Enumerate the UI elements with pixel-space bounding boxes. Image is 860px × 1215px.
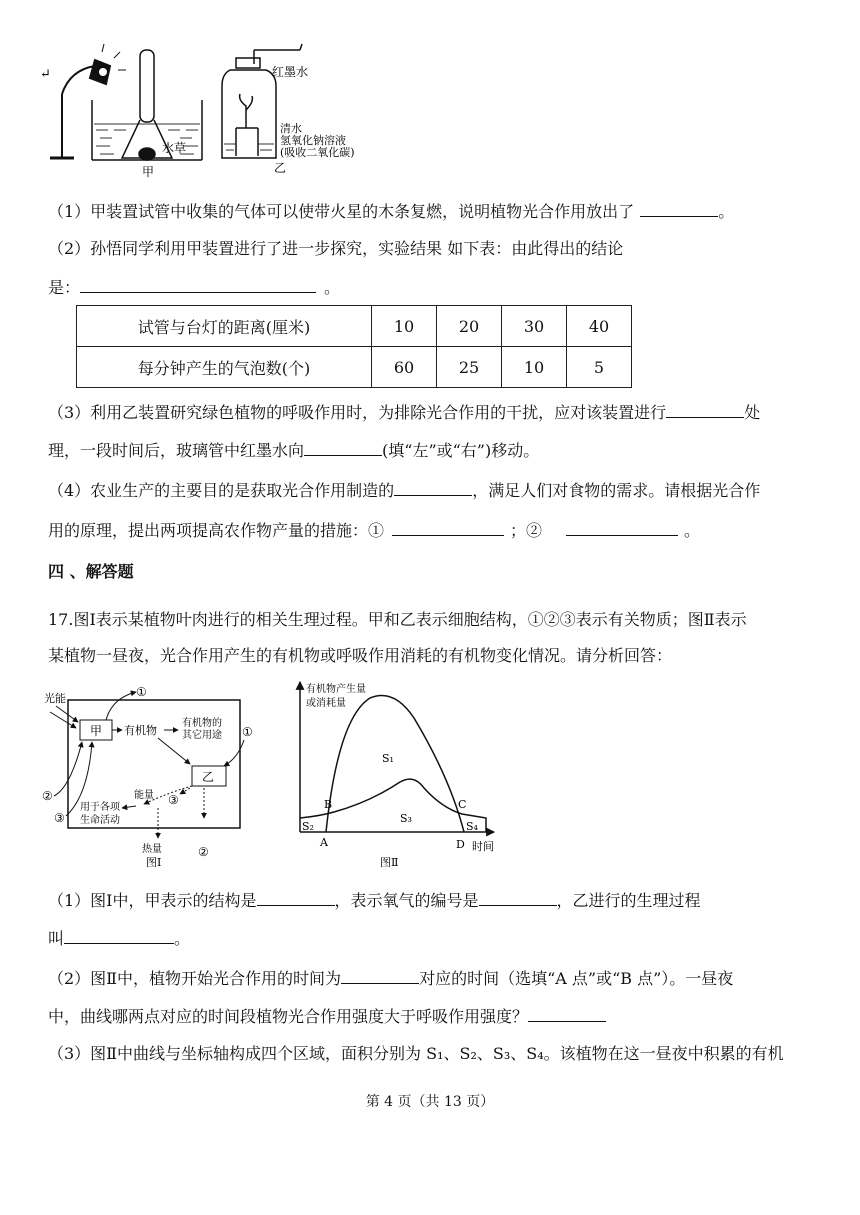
table-cell: 20: [437, 306, 502, 347]
answer-blank[interactable]: [80, 274, 316, 293]
q17-part2b: 中，曲线哪两点对应的时间段植物光合作用强度大于呼吸作用强度？: [48, 1003, 606, 1028]
answer-blank[interactable]: [392, 517, 504, 536]
marker-3: ③: [54, 811, 65, 825]
marker-2b: ②: [198, 845, 209, 859]
answer-blank[interactable]: [479, 887, 557, 906]
area-S3: S₃: [400, 812, 412, 825]
q16-part3b: 理，一段时间后，玻璃管中红墨水向 (填“左”或“右”)移动。: [48, 437, 539, 462]
label-other-use-2: 其它用途: [182, 730, 222, 741]
table-cell: 5: [567, 347, 632, 388]
y-axis-label-1: 有机物产生量: [306, 684, 366, 695]
point-C: C: [458, 798, 467, 811]
label-jia-structure: 甲: [90, 724, 103, 738]
label-heat: 热量: [142, 844, 162, 855]
q17-intro-line1: 17.图Ⅰ表示某植物叶肉进行的相关生理过程。甲和乙表示细胞结构，①②③表示有关物质；图Ⅱ表示: [48, 610, 747, 629]
distance-bubble-table: [76, 305, 632, 388]
answer-blank[interactable]: [528, 1003, 606, 1022]
answer-blank[interactable]: [257, 887, 335, 906]
label-yi-structure: 乙: [202, 770, 215, 784]
q17-part1: （1）图Ⅰ中，甲表示的结构是 ，表示氧气的编号是 ，乙进行的生理过程: [48, 887, 701, 912]
apparatus-figure: [40, 40, 355, 180]
answer-blank[interactable]: [304, 437, 382, 456]
section-heading: 四 、解答题: [48, 562, 134, 581]
table-cell: 25: [437, 347, 502, 388]
table-row: [77, 347, 632, 388]
area-S1: S₁: [382, 752, 394, 765]
label-light: 光能: [44, 692, 66, 705]
area-S4: S₄: [466, 820, 478, 833]
label-for-life-1: 用于各项: [80, 802, 120, 813]
answer-blank[interactable]: [640, 198, 718, 217]
label-red-ink: 红墨水: [272, 65, 309, 79]
marker-3b: ③: [168, 793, 179, 807]
q17-part3: （3）图Ⅱ中曲线与坐标轴构成四个区域，面积分别为 S₁、S₂、S₃、S₄。该植物在这一昼夜中积累的有机: [48, 1044, 784, 1063]
point-B: B: [324, 798, 333, 811]
y-axis-label-2: 或消耗量: [306, 698, 346, 709]
q16-part2-answer: 是： 。: [48, 274, 340, 299]
label-organic: 有机物: [124, 724, 157, 737]
label-shuicao: 水草: [162, 141, 187, 155]
figure-2-chart: [290, 678, 510, 868]
desk-lamp-icon: [50, 44, 126, 158]
label-for-life-2: 生命活动: [80, 815, 120, 826]
marker-1: ①: [136, 685, 147, 699]
label-other-use-1: 有机物的: [182, 718, 222, 729]
table-cell: 10: [502, 347, 567, 388]
q17-part1b: 叫 。: [48, 925, 190, 950]
table-row: [77, 306, 632, 347]
q16-part4b: 用的原理，提出两项提高农作物产量的措施：① ；② 。: [48, 517, 700, 542]
area-S2: S₂: [302, 820, 314, 833]
label-energy: 能量: [134, 790, 154, 801]
table-cell: 试管与台灯的距离(厘米): [77, 306, 372, 347]
photosynthesis-curve: [326, 696, 467, 833]
x-axis-label: 时间: [472, 840, 494, 853]
marker-2: ②: [42, 789, 53, 803]
q16-part2: （2）孙悟同学利用甲装置进行了进一步探究，实验结果 如下表：由此得出的结论: [48, 239, 624, 258]
answer-blank[interactable]: [666, 399, 744, 418]
answer-blank[interactable]: [394, 477, 472, 496]
label-jia: 甲: [142, 165, 155, 179]
table-cell: 60: [372, 347, 437, 388]
figure-2-caption: 图Ⅱ: [380, 856, 399, 869]
label-clear-water: 清水: [280, 122, 302, 135]
answer-blank[interactable]: [566, 517, 678, 536]
page-footer: 第 4 页（共 13 页）: [365, 1094, 495, 1110]
figure-1-caption: 图Ⅰ: [146, 856, 162, 869]
point-D: D: [456, 838, 465, 851]
marker-1b: ①: [242, 725, 253, 739]
label-absorb-co2: (吸收二氧化碳): [280, 146, 355, 159]
label-naoh: 氢氧化钠溶液: [280, 134, 346, 147]
table-cell: 30: [502, 306, 567, 347]
answer-blank[interactable]: [64, 925, 174, 944]
q16-part4: （4）农业生产的主要目的是获取光合作用制造的 ，满足人们对食物的需求。请根据光合作: [48, 477, 760, 502]
table-cell: 每分钟产生的气泡数(个): [77, 347, 372, 388]
q17-intro-line2: 某植物一昼夜，光合作用产生的有机物或呼吸作用消耗的有机物变化情况。请分析回答：: [48, 646, 673, 665]
q17-part2: （2）图Ⅱ中，植物开始光合作用的时间为 对应的时间（选填“A 点”或“B 点”）。一昼夜: [48, 965, 733, 990]
table-cell: 40: [567, 306, 632, 347]
label-yi: 乙: [274, 161, 287, 175]
figure-1-diagram: [40, 678, 280, 868]
point-A: A: [320, 836, 328, 849]
table-cell: 10: [372, 306, 437, 347]
q16-part1: （1）甲装置试管中收集的气体可以使带火星的木条复燃，说明植物光合作用放出了 。: [48, 198, 734, 223]
q16-part3: （3）利用乙装置研究绿色植物的呼吸作用时，为排除光合作用的干扰，应对该装置进行 处: [48, 399, 760, 424]
return-mark: ↵: [40, 67, 51, 82]
answer-blank[interactable]: [341, 965, 419, 984]
